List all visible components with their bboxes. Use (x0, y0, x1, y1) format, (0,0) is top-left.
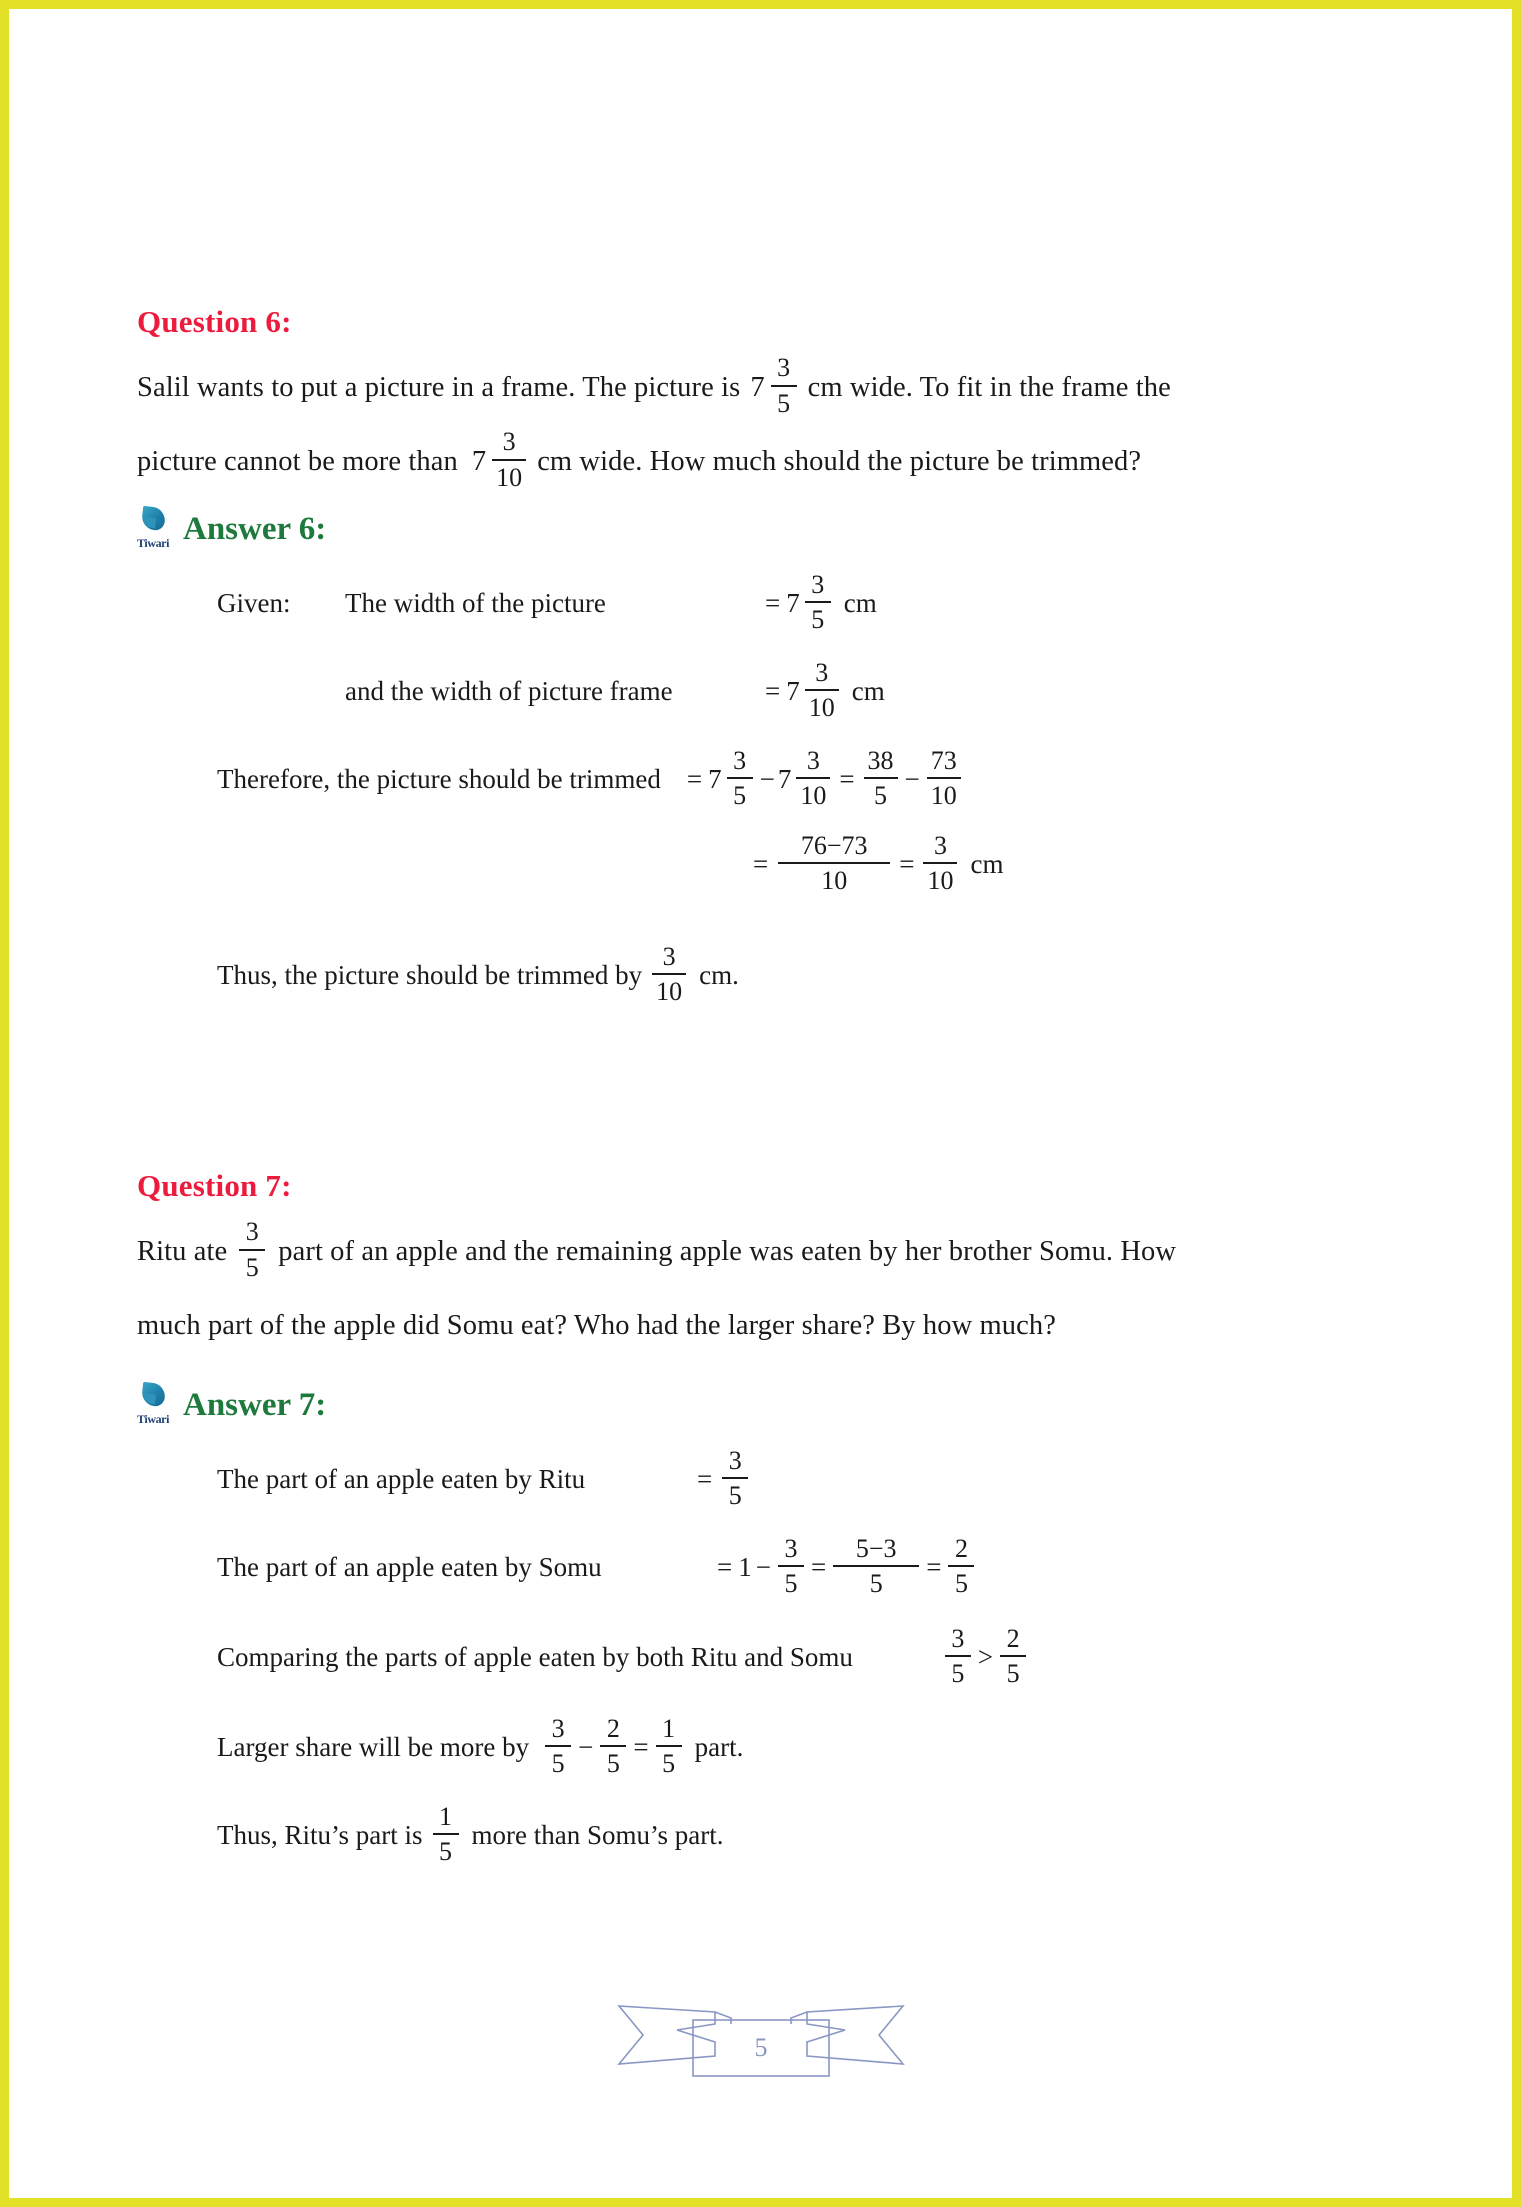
answer-6-row-result (217, 823, 1392, 905)
equals-sign: = (753, 848, 769, 879)
q7-line1-text-a: Ritu ate (137, 1235, 228, 1267)
answer-6-conclusion (217, 931, 1392, 1019)
denominator: 5 (606, 1749, 620, 1779)
row3-fraction-1 (727, 746, 753, 810)
question-6-heading: Question 6: (137, 304, 292, 339)
row3-expression (687, 747, 965, 811)
fraction-bar (805, 689, 839, 691)
denominator: 10 (800, 781, 827, 811)
q7-line2-text: much part of the apple did Somu eat? Who had the larger share? By how much? (137, 1309, 1056, 1341)
equals-sign: = (765, 675, 781, 706)
denominator: 10 (656, 977, 683, 1007)
numerator: 3 (662, 941, 676, 971)
a7-row3-expression (941, 1625, 1030, 1689)
page-number-text: 5 (754, 2033, 767, 2062)
row3-fraction-3 (864, 746, 898, 810)
answer-6-label: Answer 6: (183, 511, 327, 548)
fraction-bar (727, 777, 753, 779)
q7-line1-text-b: part of an apple and the remaining apple was eaten by her brother Somu. How (278, 1235, 1177, 1267)
answer-6-row-frame-width (217, 647, 1392, 735)
answer-7-row-conclusion (217, 1791, 1392, 1879)
answer-6-row-therefore (217, 735, 1392, 823)
q6-frac2-numerator: 3 (502, 427, 516, 457)
answer-7-heading (137, 1383, 1392, 1425)
numerator: 3 (733, 745, 747, 775)
row4-fraction-2 (923, 831, 957, 895)
a7-row1-fraction (722, 1446, 748, 1510)
a7-row5-text-a: Thus, Ritu’s part is (217, 1819, 423, 1850)
page-content-area (9, 9, 1512, 2198)
answer-7-row-comparing (217, 1611, 1392, 1703)
question-6-text (137, 351, 1392, 499)
row2-whole: 7 (786, 675, 800, 706)
conclusion-text-a: Thus, the picture should be trimmed by (217, 959, 643, 990)
denominator: 5 (869, 1569, 883, 1599)
equals-sign-3: = (926, 1551, 942, 1582)
q6-line1-text-a: Salil wants to put a picture in a frame. The picture is (137, 371, 741, 403)
fraction-bar (722, 1477, 748, 1479)
numerator: 3 (811, 569, 825, 599)
tiwari-logo-icon (137, 1382, 175, 1427)
q6-fraction-1 (771, 353, 797, 419)
denominator: 5 (733, 781, 747, 811)
denominator: 5 (784, 1569, 798, 1599)
q6-frac2-denominator: 10 (496, 463, 523, 493)
fraction-bar (805, 601, 831, 603)
fraction-bar (656, 1745, 682, 1747)
row1-whole: 7 (786, 587, 800, 618)
question-6-block (137, 305, 1392, 499)
minus-sign: − (759, 763, 775, 794)
denominator: 5 (811, 605, 825, 635)
spacer (217, 905, 1392, 931)
q6-mixed-number-1 (740, 355, 801, 421)
numerator: 2 (1006, 1624, 1020, 1654)
a7-row2-one: 1 (738, 1551, 752, 1582)
fraction-bar (778, 862, 890, 864)
row3-whole-2: 7 (777, 763, 792, 794)
denominator: 10 (808, 693, 835, 723)
numerator: 3 (815, 657, 829, 687)
a7-row4-expression (541, 1715, 685, 1779)
fraction-bar (796, 777, 830, 779)
fraction-bar (945, 1655, 971, 1657)
page-number-ribbon (9, 1990, 1512, 2086)
logo-wordmark: Tiwari (137, 1412, 170, 1427)
minus-sign: − (755, 1551, 771, 1582)
equals-sign: = (686, 763, 703, 794)
numerator: 3 (784, 1534, 798, 1564)
answer-7-row-ritu (217, 1435, 1392, 1523)
row3-fraction-2 (796, 746, 830, 810)
leaf-shape (141, 1382, 166, 1407)
numerator: 76−73 (800, 830, 868, 860)
answer-6-body (137, 559, 1392, 1019)
greater-than-sign: > (977, 1641, 994, 1672)
equals-sign: = (717, 1551, 733, 1582)
row3-whole-1: 7 (708, 763, 722, 794)
q7-fraction-1 (239, 1217, 265, 1283)
equals-sign: = (697, 1463, 713, 1494)
a7-row1-description: The part of an apple eaten by Ritu (217, 1463, 586, 1494)
row1-expression (765, 571, 877, 635)
row3-description: Therefore, the picture should be trimmed (217, 763, 661, 794)
fraction-bar (600, 1745, 626, 1747)
fraction-bar (864, 777, 898, 779)
question-7-block (137, 1169, 1392, 1363)
fraction-bar (778, 1565, 804, 1567)
row4-expression (753, 832, 1003, 896)
answer-6-block (137, 507, 1392, 1019)
answer-7-block (137, 1383, 1392, 1879)
equals-sign-2: = (810, 1551, 827, 1582)
fraction-bar (948, 1565, 974, 1567)
denominator: 5 (728, 1481, 742, 1511)
answer-6-heading (137, 507, 1392, 549)
ribbon-folds (715, 2012, 807, 2024)
equals-sign: = (765, 587, 781, 618)
q6-whole-2: 7 (471, 445, 487, 477)
q6-line2-text-b: cm wide. How much should the picture be trimmed? (537, 445, 1142, 477)
q6-line2-text-a: picture cannot be more than (137, 445, 458, 477)
ribbon-left-tail (619, 2006, 715, 2064)
a7-row4-text-a: Larger share will be more by (217, 1731, 530, 1762)
row3-fraction-4 (927, 746, 961, 810)
fraction-bar (492, 459, 526, 461)
conclusion-text-b: cm. (699, 959, 739, 990)
row2-expression (765, 659, 885, 723)
row4-fraction-1 (778, 831, 890, 895)
question-7-text (137, 1215, 1392, 1363)
fraction-bar (1000, 1655, 1026, 1657)
minus-sign-2: − (904, 763, 920, 794)
numerator: 3 (728, 1446, 742, 1476)
denominator: 10 (927, 866, 954, 896)
q6-frac1-denominator: 5 (777, 389, 791, 419)
equals-sign-2: = (839, 763, 855, 794)
given-label: Given: (217, 587, 291, 618)
a7-row4-fraction-3 (656, 1714, 682, 1778)
numerator: 5−3 (855, 1534, 897, 1564)
denominator: 5 (662, 1749, 676, 1779)
denominator: 10 (821, 866, 848, 896)
fraction-bar (923, 862, 957, 864)
question-6-line-1 (137, 351, 1392, 425)
q6-fraction-2 (492, 427, 526, 493)
row1-unit: cm (843, 587, 877, 618)
a7-row3-description: Comparing the parts of apple eaten by both Ritu and Somu (217, 1641, 853, 1672)
denominator: 5 (439, 1837, 453, 1867)
a7-row2-description: The part of an apple eaten by Somu (217, 1551, 602, 1582)
answer-7-body (137, 1435, 1392, 1879)
row1-fraction (805, 570, 831, 634)
minus-sign: − (578, 1731, 594, 1762)
a7-row4-fraction-2 (600, 1714, 626, 1778)
a7-row2-expression (717, 1535, 978, 1599)
a7-row3-fraction-1 (945, 1624, 971, 1688)
a7-row2-fraction-3 (948, 1534, 974, 1598)
question-6-line-2 (137, 425, 1392, 499)
a7-row4-text-b: part. (694, 1731, 744, 1762)
a7-row2-fraction-2 (833, 1534, 919, 1598)
numerator: 73 (930, 745, 957, 775)
row1-description: The width of the picture (345, 587, 606, 618)
fraction-bar (545, 1745, 571, 1747)
denominator: 5 (551, 1749, 565, 1779)
a7-row5-text-b: more than Somu’s part. (471, 1819, 724, 1850)
answer-6-row-given-picture (217, 559, 1392, 647)
q6-line1-text-b: cm wide. To fit in the frame the (807, 371, 1171, 403)
denominator: 10 (930, 781, 957, 811)
denominator: 5 (1006, 1659, 1020, 1689)
equals-sign: = (633, 1731, 649, 1762)
numerator: 3 (933, 830, 947, 860)
a7-row1-expression (697, 1447, 752, 1511)
row2-unit: cm (851, 675, 885, 706)
q6-mixed-number-2 (458, 429, 531, 495)
fraction-bar (433, 1833, 459, 1835)
numerator: 3 (551, 1714, 565, 1744)
q6-frac1-numerator: 3 (777, 353, 791, 383)
ribbon-graphic (615, 1990, 907, 2086)
numerator: 3 (806, 745, 820, 775)
answer-7-row-somu (217, 1523, 1392, 1611)
numerator: 2 (606, 1714, 620, 1744)
row4-unit: cm (970, 848, 1004, 879)
denominator: 5 (954, 1569, 968, 1599)
numerator: 1 (439, 1802, 453, 1832)
question-7-line-2 (137, 1289, 1392, 1363)
denominator: 5 (245, 1253, 259, 1283)
conclusion-fraction (652, 942, 686, 1006)
answer-7-row-larger-share (217, 1703, 1392, 1791)
fraction-bar (833, 1565, 919, 1567)
ribbon-right-tail (807, 2006, 903, 2064)
q6-whole-1: 7 (750, 371, 765, 403)
leaf-shape (141, 506, 166, 531)
fraction-bar (652, 973, 686, 975)
row2-fraction (805, 658, 839, 722)
denominator: 5 (951, 1659, 965, 1689)
fraction-bar (771, 385, 797, 387)
question-7-heading: Question 7: (137, 1168, 292, 1204)
section-spacer (137, 1019, 1392, 1169)
fraction-bar (239, 1249, 265, 1251)
a7-row5-fraction (433, 1802, 459, 1866)
numerator: 2 (954, 1534, 968, 1564)
numerator: 3 (245, 1217, 259, 1247)
a7-row2-fraction-1 (778, 1534, 804, 1598)
equals-sign-2: = (899, 848, 915, 879)
numerator: 1 (662, 1714, 676, 1744)
logo-wordmark: Tiwari (137, 536, 170, 551)
a7-row4-fraction-1 (545, 1714, 571, 1778)
numerator: 3 (951, 1624, 965, 1654)
row2-description: and the width of picture frame (345, 675, 673, 706)
answer-7-label: Answer 7: (183, 1387, 327, 1424)
numerator: 38 (867, 745, 894, 775)
tiwari-logo-icon (137, 506, 175, 551)
question-7-line-1 (137, 1215, 1392, 1289)
fraction-bar (927, 777, 961, 779)
denominator: 5 (874, 781, 888, 811)
a7-row3-fraction-2 (1000, 1624, 1026, 1688)
